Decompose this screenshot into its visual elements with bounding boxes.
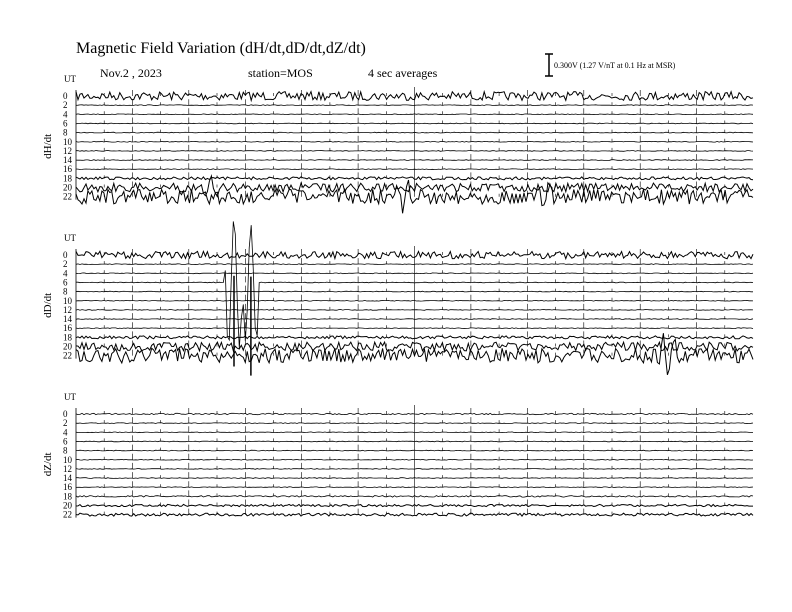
hour-label: 16: [63, 323, 72, 334]
hour-label: 14: [63, 155, 72, 166]
hour-ticks: [104, 469, 725, 478]
hour-ticks: [104, 460, 725, 469]
ut-label: UT: [64, 233, 76, 243]
hour-ticks: [104, 283, 725, 292]
hour-label: 10: [63, 136, 72, 147]
hour-label: 10: [63, 454, 72, 465]
hour-label: 10: [63, 295, 72, 306]
ut-label: UT: [64, 74, 76, 84]
hour-label: 22: [63, 191, 72, 202]
averaging-label: 4 sec averages: [368, 66, 438, 80]
hour-label: 0: [63, 250, 68, 260]
hour-ticks: [104, 478, 725, 487]
hour-label: 4: [63, 268, 68, 279]
hour-label: 22: [63, 350, 72, 361]
chart-title: Magnetic Field Variation (dH/dt,dD/dt,dZ/dt): [76, 40, 366, 57]
scale-note: 0.300V (1.27 V/nT at 0.1 Hz at MSR): [554, 61, 676, 70]
hour-ticks: [104, 124, 725, 133]
panel-dddt: [42, 221, 753, 375]
panel-ylabel: dH/dt: [42, 133, 54, 159]
panel-dhdt: [42, 74, 753, 213]
hour-label: 6: [63, 277, 68, 288]
hour-ticks: [104, 188, 725, 197]
hour-label: 2: [63, 259, 68, 270]
hour-label: 14: [63, 314, 72, 325]
hour-label: 4: [63, 109, 68, 120]
hour-label: 18: [63, 332, 72, 343]
hour-label: 4: [63, 427, 68, 438]
hour-ticks: [104, 414, 725, 423]
hour-ticks: [104, 273, 725, 282]
hour-ticks: [104, 133, 725, 142]
date-label: Nov.2 , 2023: [100, 66, 162, 80]
hour-ticks: [104, 151, 725, 160]
hour-ticks: [104, 432, 725, 441]
hour-ticks: [104, 301, 725, 310]
hour-ticks: [104, 405, 725, 414]
hour-ticks: [104, 246, 725, 255]
hour-ticks: [104, 487, 725, 496]
panel-dzdt: [42, 392, 753, 520]
hour-label: 16: [63, 482, 72, 493]
hour-label: 0: [63, 409, 68, 419]
hour-label: 12: [63, 145, 72, 156]
hour-label: 8: [63, 286, 68, 297]
hour-ticks: [104, 255, 725, 264]
hour-ticks: [104, 319, 725, 328]
hour-ticks: [104, 87, 725, 96]
hour-ticks: [104, 292, 725, 301]
hour-label: 18: [63, 491, 72, 502]
hour-label: 20: [63, 182, 72, 193]
hour-ticks: [104, 115, 725, 124]
hour-label: 8: [63, 445, 68, 456]
hour-ticks: [104, 160, 725, 169]
hour-ticks: [104, 264, 725, 273]
scale-bar: [545, 54, 553, 76]
hour-label: 12: [63, 304, 72, 315]
hour-label: 2: [63, 100, 68, 111]
hour-ticks: [104, 310, 725, 319]
hour-ticks: [104, 105, 725, 114]
hour-ticks: [104, 442, 725, 451]
hour-ticks: [104, 423, 725, 432]
hour-ticks: [104, 506, 725, 515]
hour-label: 20: [63, 500, 72, 511]
hour-label: 16: [63, 164, 72, 175]
hour-label: 22: [63, 509, 72, 520]
panel-ylabel: dZ/dt: [42, 452, 54, 477]
hour-label: 0: [63, 91, 68, 101]
hour-label: 18: [63, 173, 72, 184]
hour-label: 20: [63, 341, 72, 352]
hour-label: 2: [63, 418, 68, 429]
station-label: station=MOS: [248, 66, 313, 80]
ut-label: UT: [64, 392, 76, 402]
hour-label: 14: [63, 473, 72, 484]
hour-label: 8: [63, 127, 68, 138]
panel-ylabel: dD/dt: [42, 292, 54, 318]
hour-label: 12: [63, 463, 72, 474]
hour-label: 6: [63, 436, 68, 447]
hour-ticks: [104, 451, 725, 460]
hour-label: 6: [63, 118, 68, 129]
hour-ticks: [104, 142, 725, 151]
